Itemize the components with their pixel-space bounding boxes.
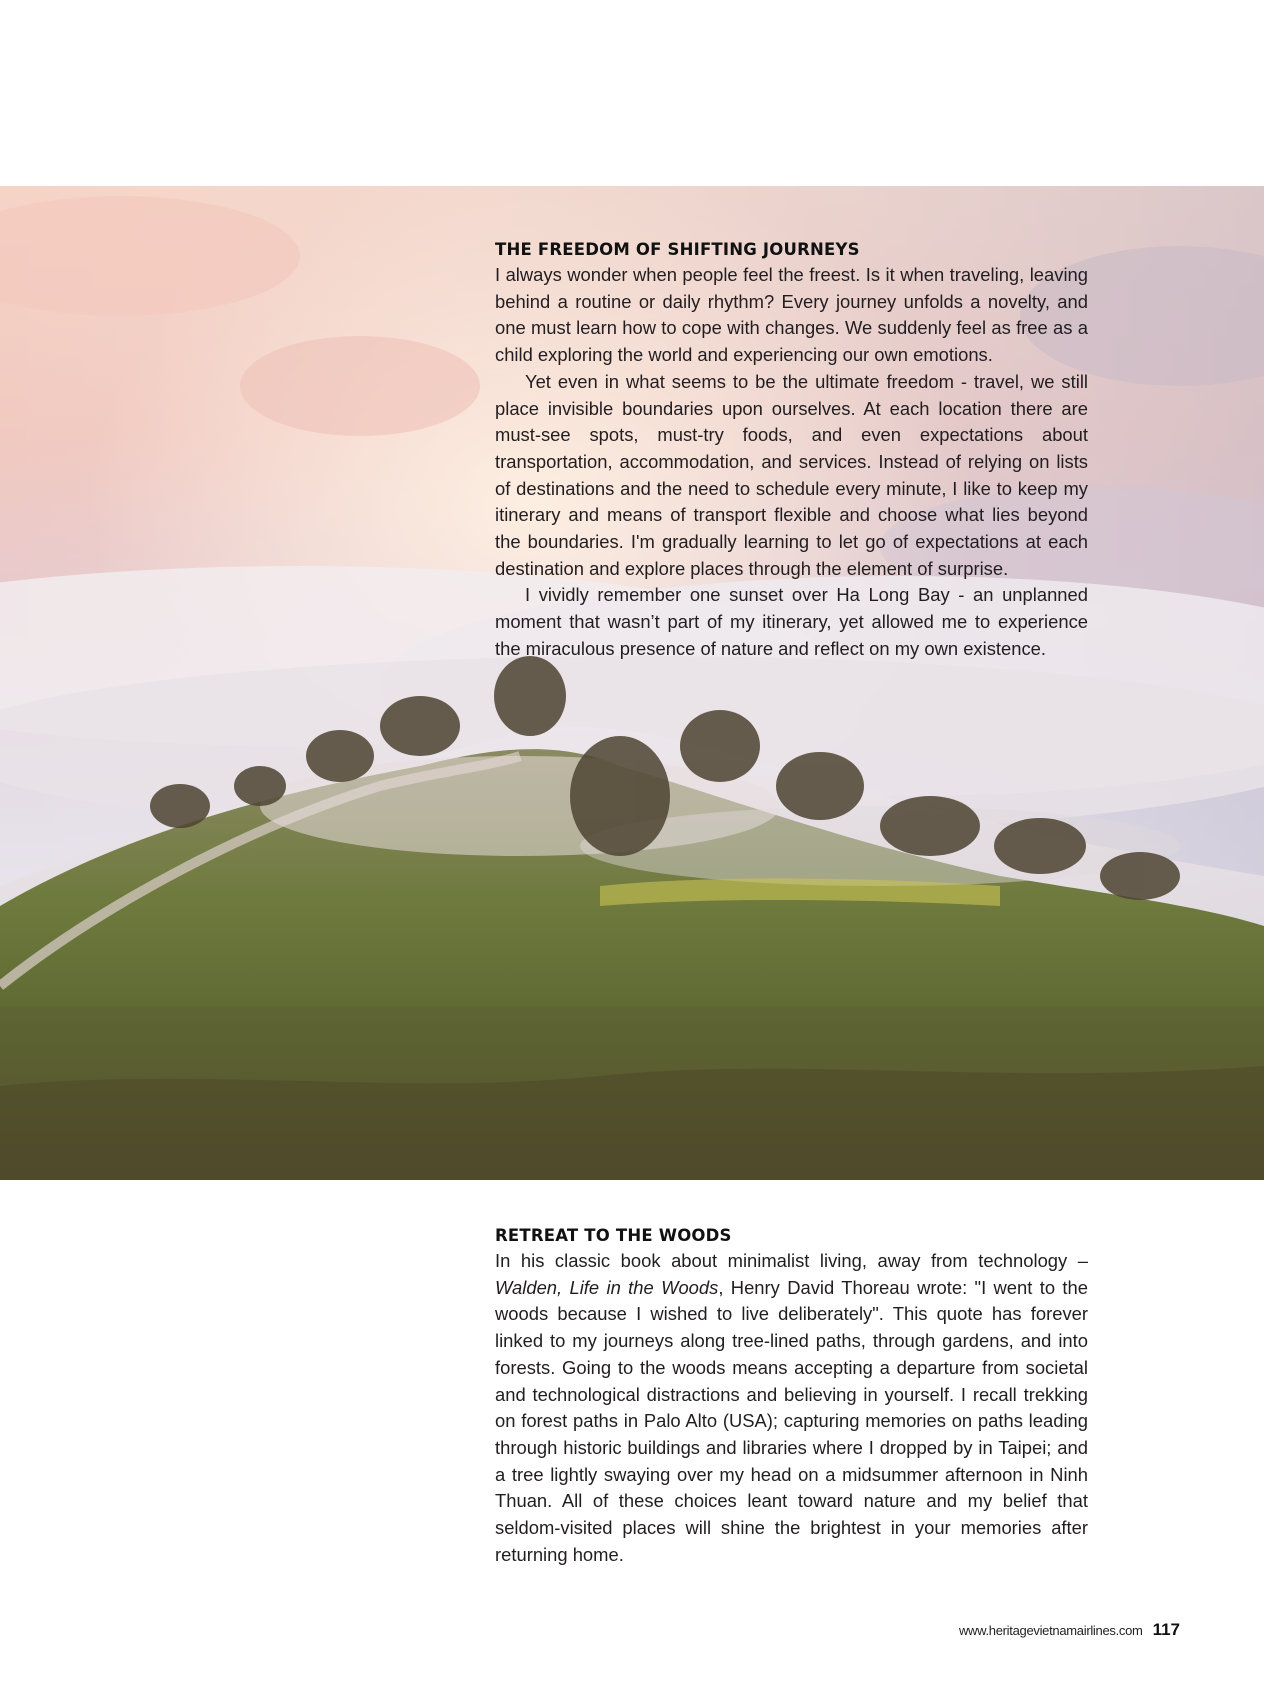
- paragraph-body: , Henry David Thoreau wrote: "I went to the woods because I wished to live deliberately". This quote has forever linked to my journeys along tree-lined paths, through gardens, and into forests. Going to the woods means accepting a departure from societal and technological distractions and believing in yourself. I recall trekking on forest paths in Palo Alto (USA); capturing memories on paths leading through historic buildings and libraries where I dropped by in Taipei; and a tree lightly swaying over my head on a midsummer afternoon in Ninh Thuan. All of these choices leant toward nature and my belief that seldom-visited places will shine the brightest in your memories after returning home.: [495, 1276, 1088, 1565]
- book-title: Walden, Life in the Woods: [495, 1276, 719, 1298]
- page-footer: [959, 1620, 1180, 1640]
- website-url: www.heritagevietnamairlines.com: [958, 1623, 1143, 1638]
- paragraph: I always wonder when people feel the freest. Is it when traveling, leaving behind a routine or daily rhythm? Every journey unfolds a novelty, and one must learn how to cope with changes. We suddenly feel as free as a child exploring the world and experiencing our own emotions.: [495, 264, 1088, 366]
- section-freedom: [495, 238, 1088, 663]
- section-woods: [495, 1224, 1088, 1568]
- page-number: 117: [1152, 1620, 1180, 1639]
- paragraph: Yet even in what seems to be the ultimate freedom - travel, we still place invisible boundaries upon ourselves. At each location there are must-see spots, must-try foods, and even expectations about transportation, accommodation, and services. Instead of relying on lists of destinations and the need to schedule every minute, I like to keep my itinerary and means of transport flexible and choose what lies beyond the boundaries. I'm gradually learning to let go of expectations at each destination and explore places through the element of surprise.: [495, 370, 1088, 579]
- paragraph: [495, 1248, 1088, 1568]
- paragraph: I vividly remember one sunset over Ha Long Bay - an unplanned moment that wasn’t part of my itinerary, yet allowed me to experience the miraculous presence of nature and reflect on my own existence.: [495, 584, 1088, 659]
- paragraph-intro: In his classic book about minimalist living, away from technology –: [495, 1250, 1088, 1271]
- section-heading: RETREAT TO THE WOODS: [495, 1226, 732, 1245]
- section-heading: THE FREEDOM OF SHIFTING JOURNEYS: [495, 240, 860, 259]
